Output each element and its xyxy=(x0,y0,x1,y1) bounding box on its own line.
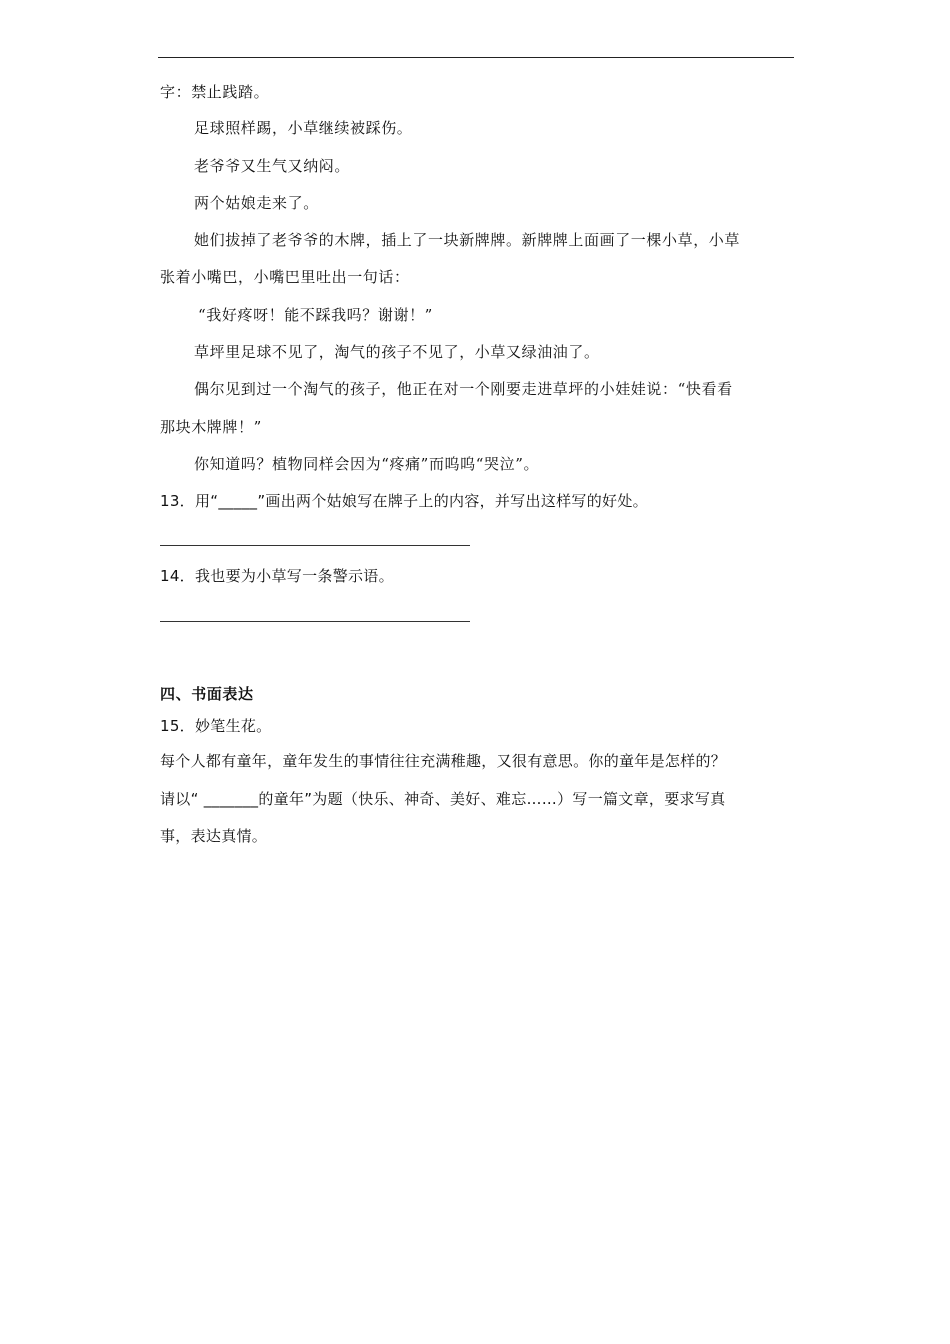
passage-line-7: 草坪里足球不见了，淘气的孩子不见了，小草又绿油油了。 xyxy=(194,343,600,361)
answer-line-14[interactable] xyxy=(160,621,470,622)
question-13: 13．用“_____”画出两个姑娘写在牌子上的内容，并写出这样写的好处。 xyxy=(160,492,648,510)
essay-prompt-line-3: 事，表达真情。 xyxy=(160,827,268,845)
passage-line-1: 字：禁止践踏。 xyxy=(160,83,270,101)
answer-line-13[interactable] xyxy=(160,545,470,546)
passage-line-6: “我好疼呀！能不踩我吗？谢谢！” xyxy=(198,306,433,324)
question-15-title: 15．妙笔生花。 xyxy=(160,717,272,735)
passage-line-9: 你知道吗？植物同样会因为“疼痛”而呜呜“哭泣”。 xyxy=(194,455,540,473)
passage-line-4: 两个姑娘走来了。 xyxy=(194,194,319,212)
question-14: 14．我也要为小草写一条警示语。 xyxy=(160,567,394,585)
passage-line-5b: 张着小嘴巴，小嘴巴里吐出一句话： xyxy=(160,268,410,286)
essay-prompt-line-2: 请以“ _______的童年”为题（快乐、神奇、美好、难忘……）写一篇文章，要求写真 xyxy=(160,790,726,808)
page-header-rule xyxy=(158,57,794,58)
passage-line-8b: 那块木牌牌！” xyxy=(160,418,262,436)
essay-prompt-line-1: 每个人都有童年，童年发生的事情往往充满稚趣，又很有意思。你的童年是怎样的？ xyxy=(160,752,727,770)
passage-line-5a: 她们拔掉了老爷爷的木牌，插上了一块新牌牌。新牌牌上面画了一棵小草，小草 xyxy=(194,231,741,249)
passage-line-3: 老爷爷又生气又纳闷。 xyxy=(194,157,351,175)
section-heading: 四、书面表达 xyxy=(160,685,254,703)
passage-line-2: 足球照样踢，小草继续被踩伤。 xyxy=(194,119,413,137)
passage-line-8a: 偶尔见到过一个淘气的孩子，他正在对一个刚要走进草坪的小娃娃说：“快看看 xyxy=(194,380,733,398)
